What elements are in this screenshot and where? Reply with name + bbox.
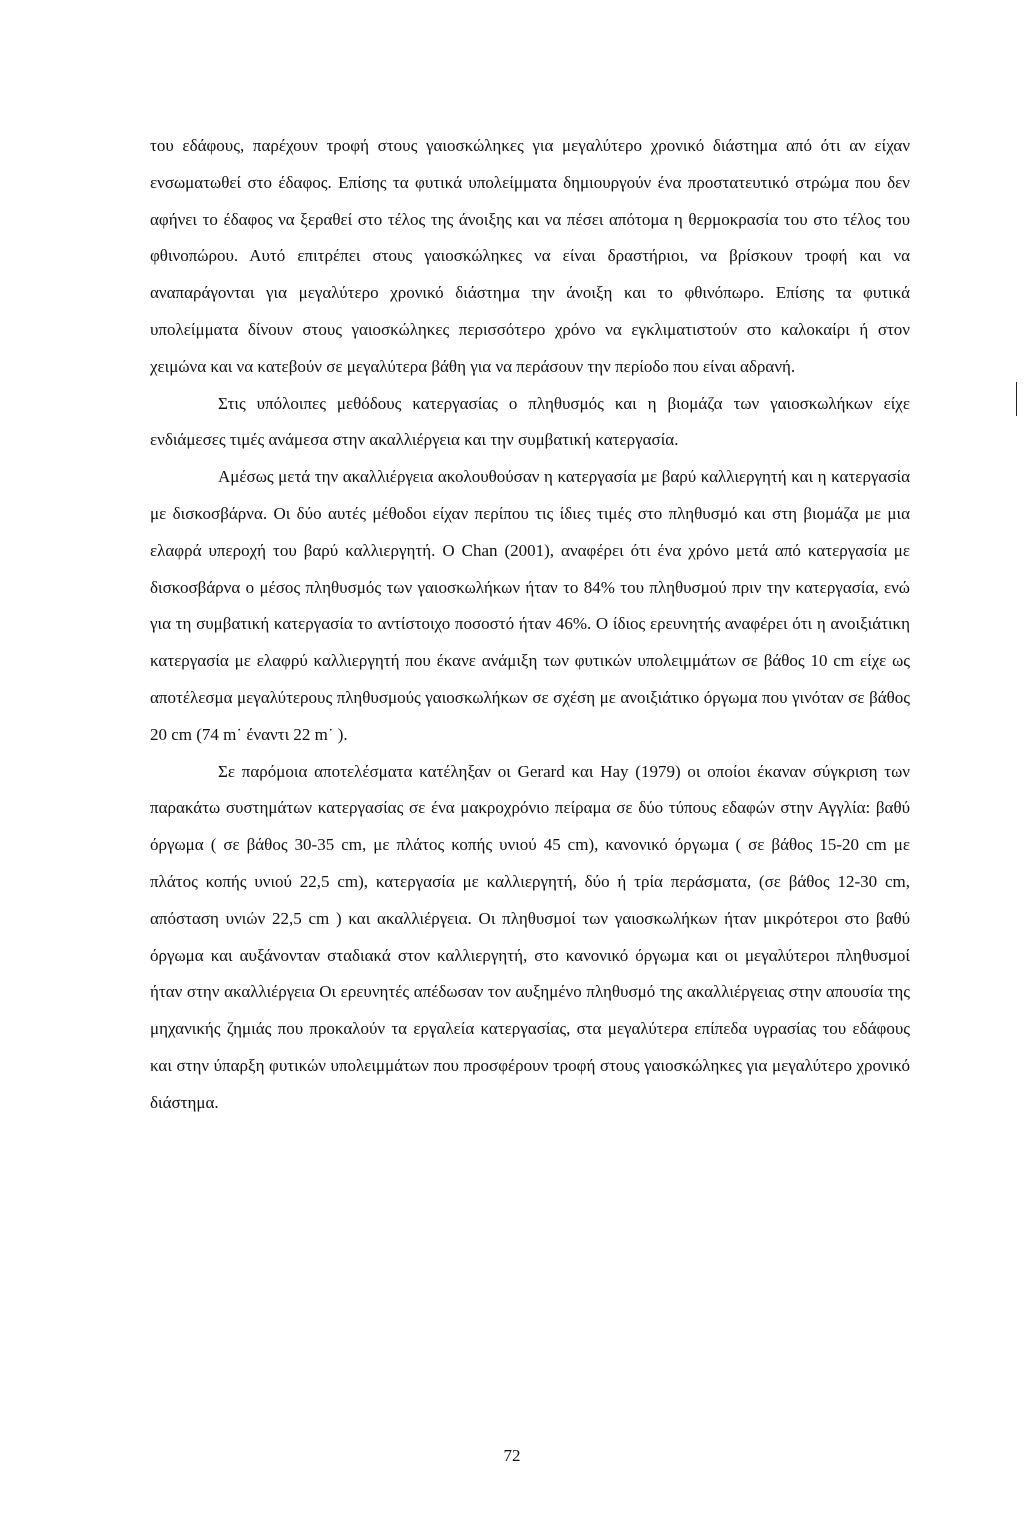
page-number: 72 [503,1446,521,1465]
paragraph-gerard-hay: Σε παρόμοια αποτελέσματα κατέληξαν οι Gerard και Hay (1979) οι οποίοι έκαναν σύγκριση των παρακάτω συστημάτων κατεργασίας σε ένα μακροχρόνιο πείραμα σε δύο τύπους εδαφών στην Αγγλία: βαθύ όργωμα ( σε βάθος 30-35 cm, με πλάτος κοπής υνιού 45 cm), κανονικό όργωμα ( σε βάθος 15-20 cm με πλάτος κοπής υνιού 22,5 cm), κατεργασία με καλλιεργητή, δύο ή τρία περάσματα, (σε βάθος 12-30 cm, απόσταση υνιών 22,5 cm ) και ακαλλιέργεια. Οι πληθυσμοί των γαιοσκωλήκων ήταν μικρότεροι στο βαθύ όργωμα και αυξάνονταν σταδιακά στον καλλιεργητή, στο κανονικό όργωμα και οι μεγαλύτεροι πληθυσμοί ήταν στην ακαλλιέργεια Οι ερευνητές απέδωσαν τον αυξημένο πληθυσμό της ακαλλιέργειας στην απουσία της μηχανικής ζημιάς που προκαλούν τα εργαλεία κατεργασίας, στα μεγαλύτερα επίπεδα υγρασίας του εδάφους και στην ύπαρξη φυτικών υπολειμμάτων που προσφέρουν τροφή στους γαιοσκώληκες για μεγαλύτερο χρονικό διάστημα. [150,761,910,1112]
page-body-text [150,128,910,1122]
scan-margin-mark [1016,382,1017,416]
paragraph-other-methods: Στις υπόλοιπες μεθόδους κατεργασίας ο πληθυσμός και η βιομάζα των γαιοσκωλήκων είχε ενδιάμεσες τιμές ανάμεσα στην ακαλλιέργεια και την συμβατική κατεργασία. [150,393,910,450]
paragraph-cultivator-disc-harrow: Αμέσως μετά την ακαλλιέργεια ακολουθούσαν η κατεργασία με βαρύ καλλιεργητή και η κατεργασία με δισκοσβάρνα. Οι δύο αυτές μέθοδοι είχαν περίπου τις ίδιες τιμές στο πληθυσμό και στη βιομάζα με μια ελαφρά υπεροχή του βαρύ καλλιεργητή. Ο Chan (2001), αναφέρει ότι ένα χρόνο μετά από κατεργασία με δισκοσβάρνα ο μέσος πληθυσμός των γαιοσκωλήκων ήταν το 84% του πληθυσμού πριν την κατεργασία, ενώ για τη συμβατική κατεργασία το αντίστοιχο ποσοστό ήταν 46%. Ο ίδιος ερευνητής αναφέρει ότι η ανοιξιάτικη κατεργασία με ελαφρύ καλλιεργητή που έκανε ανάμιξη των φυτικών υπολειμμάτων σε βάθος 10 cm είχε ως αποτέλεσμα μεγαλύτερους πληθυσμούς γαιοσκωλήκων σε σχέση με ανοιξιάτικο όργωμα που γινόταν σε βάθος 20 cm (74 m˙ έναντι 22 m˙ ). [150,467,910,744]
paragraph-continued: του εδάφους, παρέχουν τροφή στους γαιοσκώληκες για μεγαλύτερο χρονικό διάστημα από ότι αν είχαν ενσωματωθεί στο έδαφος. Επίσης τα φυτικά υπολείμματα δημιουργούν ένα προστατευτικό στρώμα που δεν αφήνει το έδαφος να ξεραθεί στο τέλος της άνοιξης και να πέσει απότομα η θερμοκρασία του στο τέλος του φθινοπώρου. Αυτό επιτρέπει στους γαιοσκώληκες να είναι δραστήριοι, να βρίσκουν τροφή και να αναπαράγονται για μεγαλύτερο χρονικό διάστημα την άνοιξη και το φθινόπωρο. Επίσης τα φυτικά υπολείμματα δίνουν στους γαιοσκώληκες περισσότερο χρόνο να εγκλιματιστούν στο καλοκαίρι ή στον χειμώνα και να κατεβούν σε μεγαλύτερα βάθη για να περάσουν την περίοδο που είναι αδρανή. [150,136,910,376]
